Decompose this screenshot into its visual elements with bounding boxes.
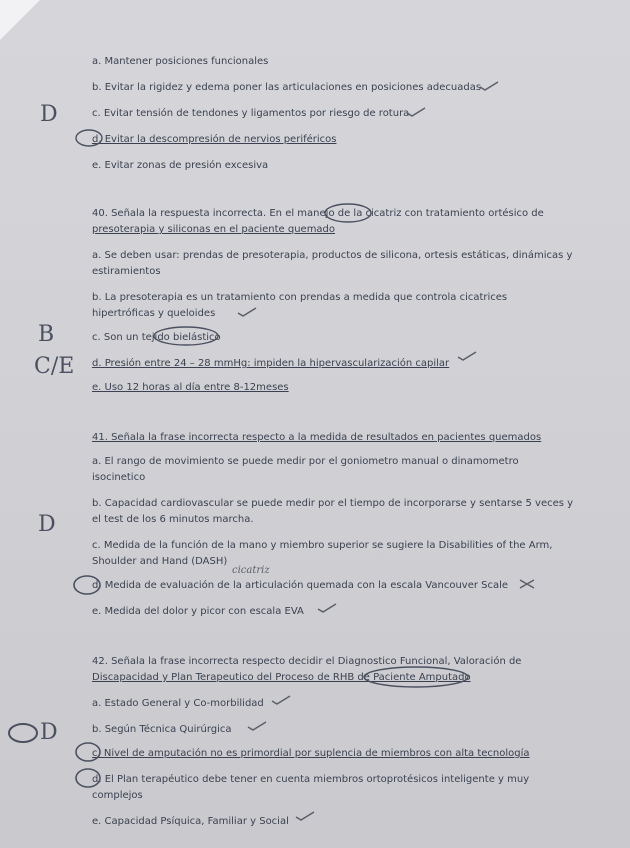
option-e: e. Capacidad Psíquica, Familiar y Social [92, 816, 289, 827]
word-circle [362, 665, 470, 689]
question-42-stem: 42. Señala la frase incorrecta respecto decidir el Diagnostico Funcional, Valoración de [92, 656, 522, 667]
answer-circle [74, 128, 104, 148]
handwritten-answer-mark: C/E [34, 354, 75, 379]
handwritten-note: cicatriz [232, 565, 270, 576]
question-42-stem-cont: Discapacidad y Plan Terapeutico del Proceso de RHB de Paciente Amputado [92, 672, 471, 683]
option-c: c. Evitar tensión de tendones y ligamentos por riesgo de rotura [92, 108, 410, 119]
option-a: a. Se deben usar: prendas de presoterapia, productos de silicona, ortesis estáticas, dinámicas y [92, 250, 573, 261]
option-e: e. Evitar zonas de presión excesiva [92, 160, 269, 171]
option-e: e. Uso 12 horas al día entre 8-12meses [92, 382, 289, 393]
option-b-cont: el test de los 6 minutos marcha. [92, 514, 254, 525]
check-mark [478, 80, 500, 92]
option-a-cont: isocinetico [92, 472, 146, 483]
option-c: c. Medida de la función de la mano y miembro superior se sugiere la Disabilities of the Arm, [92, 540, 553, 551]
answer-circle [74, 741, 102, 763]
option-a-cont: estiramientos [92, 266, 161, 277]
option-c: c. Son un tejido bielástico [92, 332, 221, 343]
option-d: d. Presión entre 24 – 28 mmHg: impiden la hipervascularización capilar [92, 358, 450, 369]
answer-circle [74, 767, 102, 789]
option-b: b. Capacidad cardiovascular se puede medir por el tiempo de incorporarse y sentarse 5 veces y [92, 498, 574, 509]
option-b: b. La presoterapia es un tratamiento con prendas a medida que controla cicatrices [92, 292, 508, 303]
option-d-cont: complejos [92, 790, 143, 801]
handwritten-answer-mark: D [40, 102, 58, 127]
option-e: e. Medida del dolor y picor con escala EVA [92, 606, 304, 617]
option-c: c. Nivel de amputación no es primordial por suplencia de miembros con alta tecnología [92, 748, 530, 759]
option-a: a. Estado General y Co-morbilidad [92, 698, 264, 709]
option-d: d. Evitar la descompresión de nervios periféricos [92, 134, 337, 145]
option-a: a. El rango de movimiento se puede medir por el goniometro manual o dinamometro [92, 456, 519, 467]
check-mark [316, 602, 338, 614]
option-b: b. Evitar la rigidez y edema poner las articulaciones en posiciones adecuadas [92, 82, 482, 93]
question-40-stem: 40. Señala la respuesta incorrecta. En el manejo de la cicatriz con tratamiento ortésico de [92, 208, 544, 219]
question-41-stem: 41. Señala la frase incorrecta respecto a la medida de resultados en pacientes quemados [92, 432, 542, 443]
check-mark [236, 306, 258, 318]
check-mark [294, 810, 316, 822]
option-b: b. Según Técnica Quirúrgica [92, 724, 232, 735]
question-40-stem-cont: presoterapia y siliconas en el paciente quemado [92, 224, 336, 235]
option-b-cont: hipertróficas y queloides [92, 308, 216, 319]
word-circle [152, 325, 220, 347]
page-fold-corner [0, 0, 40, 40]
option-d: d. Medida de evaluación de la articulación quemada con la escala Vancouver Scale [92, 580, 509, 591]
option-c-cont: Shoulder and Hand (DASH) [92, 556, 228, 567]
handwritten-answer-mark: D [40, 720, 58, 745]
handwritten-answer-mark: D [38, 512, 56, 537]
answer-circle [6, 722, 40, 744]
answer-circle [72, 574, 102, 596]
check-mark [405, 106, 427, 118]
word-circle [323, 202, 373, 224]
check-mark [456, 350, 478, 362]
handwritten-answer-mark: B [38, 322, 55, 347]
check-mark [246, 720, 268, 732]
cross-mark [516, 578, 538, 590]
check-mark [270, 694, 292, 706]
option-d: d. El Plan terapéutico debe tener en cuenta miembros ortoprotésicos inteligente y muy [92, 774, 530, 785]
option-a: a. Mantener posiciones funcionales [92, 56, 269, 67]
